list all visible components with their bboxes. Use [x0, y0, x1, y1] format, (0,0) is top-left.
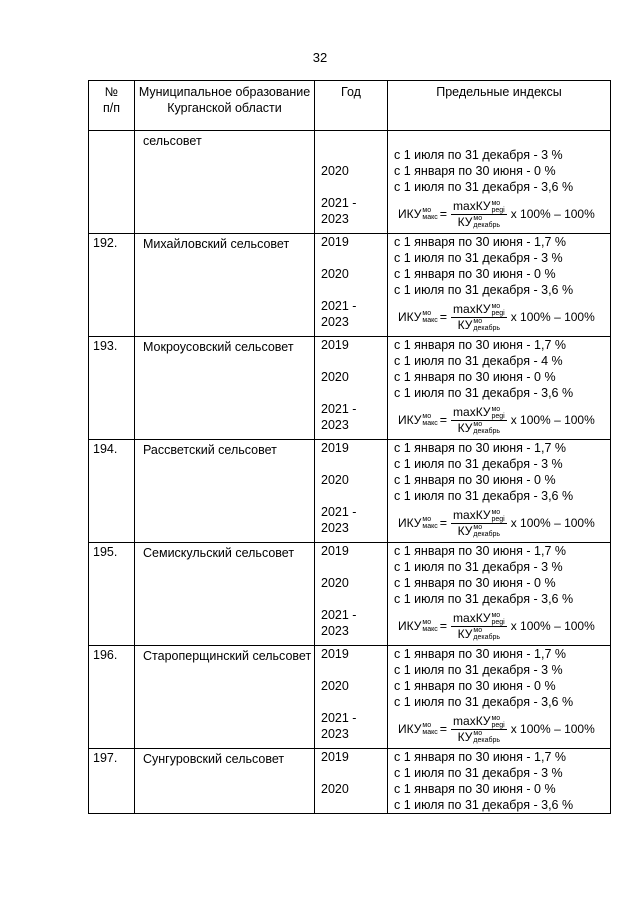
index-line: с 1 июля по 31 декабря - 3,6 %: [394, 592, 574, 606]
indices-table: [88, 80, 611, 814]
row-number: 193.: [89, 337, 135, 440]
index-line: с 1 июля по 31 декабря - 3,6 %: [394, 283, 574, 297]
year-2019: 2019: [321, 338, 349, 352]
municipality-name: Рассветский сельсовет: [135, 440, 315, 543]
formula-rhs: x 100% – 100%: [510, 207, 595, 221]
formula-fraction: maxКУ мо pegi КУ мо декабрь: [453, 507, 505, 539]
formula-fraction: maxКУ мо pegi КУ мо декабрь: [453, 713, 505, 745]
formula-rhs: x 100% – 100%: [510, 619, 595, 633]
index-line: [394, 131, 610, 147]
row-number: 192.: [89, 234, 135, 337]
year-2020: 2020: [321, 370, 349, 384]
indices-cell: [388, 440, 611, 543]
year-cell: [315, 234, 388, 337]
year-range: 2021 - 2023: [321, 402, 357, 432]
indices-cell: [388, 646, 611, 749]
index-line: с 1 июля по 31 декабря - 3,6 %: [394, 489, 574, 503]
formula-equals: =: [439, 207, 448, 221]
index-formula: [398, 401, 610, 439]
year-2020: 2020: [321, 782, 349, 796]
index-line: с 1 января по 30 июня - 1,7 %: [394, 338, 566, 352]
formula-equals: =: [439, 619, 448, 633]
year-range: 2021 - 2023: [321, 505, 357, 535]
municipality-name: Михайловский сельсовет: [135, 234, 315, 337]
table-row: [89, 646, 611, 749]
index-line: с 1 января по 30 июня - 0 %: [394, 576, 556, 590]
year-cell: [315, 749, 388, 814]
formula-fraction: maxКУ мо pegi КУ мо декабрь: [453, 198, 505, 230]
formula-equals: =: [439, 413, 448, 427]
header-year: Год: [315, 81, 388, 131]
year-range: 2021 - 2023: [321, 299, 357, 329]
municipality-name: Семискульский сельсовет: [135, 543, 315, 646]
index-formula: [398, 298, 610, 336]
table-row: [89, 131, 611, 234]
indices-cell: [388, 131, 611, 234]
formula-fraction: maxКУ мо pegi КУ мо декабрь: [453, 301, 505, 333]
index-line: с 1 января по 30 июня - 1,7 %: [394, 441, 566, 455]
formula-lhs: ИКУ мо макс: [398, 618, 438, 634]
table-header-row: [89, 81, 611, 131]
year-2019: 2019: [321, 441, 349, 455]
formula-lhs: ИКУ мо макс: [398, 721, 438, 737]
table-row: [89, 337, 611, 440]
year-cell: [315, 131, 388, 234]
municipality-name: Сунгуровский сельсовет: [135, 749, 315, 814]
municipality-name: сельсовет: [135, 131, 315, 234]
index-line: с 1 июля по 31 декабря - 3 %: [394, 663, 563, 677]
indices-cell: [388, 337, 611, 440]
formula-rhs: x 100% – 100%: [510, 310, 595, 324]
formula-equals: =: [439, 516, 448, 530]
index-line: с 1 января по 30 июня - 0 %: [394, 782, 556, 796]
year-2019: 2019: [321, 235, 349, 249]
index-line: с 1 июля по 31 декабря - 3,6 %: [394, 386, 574, 400]
index-line: с 1 января по 30 июня - 1,7 %: [394, 544, 566, 558]
header-indices: Предельные индексы: [388, 81, 611, 131]
formula-fraction: maxКУ мо pegi КУ мо декабрь: [453, 404, 505, 436]
row-number: 195.: [89, 543, 135, 646]
index-formula: [398, 607, 610, 645]
municipality-name: Мокроусовский сельсовет: [135, 337, 315, 440]
year-2019: [321, 131, 387, 163]
year-range: 2021 - 2023: [321, 711, 357, 741]
table-row: [89, 749, 611, 814]
index-formula: [398, 195, 610, 233]
formula-equals: =: [439, 722, 448, 736]
table-row: [89, 440, 611, 543]
index-line: с 1 июля по 31 декабря - 3,6 %: [394, 695, 574, 709]
index-line: с 1 июля по 31 декабря - 3 %: [394, 148, 563, 162]
table-row: [89, 234, 611, 337]
index-line: с 1 июля по 31 декабря - 3 %: [394, 766, 563, 780]
row-number: 196.: [89, 646, 135, 749]
indices-cell: [388, 543, 611, 646]
year-2020: 2020: [321, 576, 349, 590]
year-cell: [315, 337, 388, 440]
index-line: с 1 января по 30 июня - 0 %: [394, 370, 556, 384]
year-2020: 2020: [321, 164, 349, 178]
row-number: 197.: [89, 749, 135, 814]
header-num: № п/п: [89, 81, 135, 131]
indices-cell: [388, 749, 611, 814]
index-line: с 1 января по 30 июня - 0 %: [394, 473, 556, 487]
year-2019: 2019: [321, 544, 349, 558]
municipality-name: Староперщинский сельсовет: [135, 646, 315, 749]
index-line: с 1 июля по 31 декабря - 3 %: [394, 560, 563, 574]
index-line: с 1 июля по 31 декабря - 3 %: [394, 251, 563, 265]
index-line: с 1 января по 30 июня - 1,7 %: [394, 750, 566, 764]
year-cell: [315, 543, 388, 646]
page-number: 32: [312, 50, 328, 65]
year-2020: 2020: [321, 679, 349, 693]
year-cell: [315, 646, 388, 749]
index-line: с 1 июля по 31 декабря - 4 %: [394, 354, 563, 368]
row-number: [89, 131, 135, 234]
formula-rhs: x 100% – 100%: [510, 413, 595, 427]
formula-lhs: ИКУ мо макс: [398, 515, 438, 531]
formula-rhs: x 100% – 100%: [510, 516, 595, 530]
index-line: с 1 января по 30 июня - 1,7 %: [394, 235, 566, 249]
formula-rhs: x 100% – 100%: [510, 722, 595, 736]
header-municipality: Муниципальное образование Курганской области: [135, 81, 315, 131]
indices-cell: [388, 234, 611, 337]
index-line: с 1 июля по 31 декабря - 3 %: [394, 457, 563, 471]
year-cell: [315, 440, 388, 543]
formula-lhs: ИКУ мо макс: [398, 206, 438, 222]
formula-fraction: maxКУ мо pegi КУ мо декабрь: [453, 610, 505, 642]
index-formula: [398, 504, 610, 542]
year-range: 2021 - 2023: [321, 196, 357, 226]
year-range: 2021 - 2023: [321, 608, 357, 638]
year-2019: 2019: [321, 647, 349, 661]
year-2019: 2019: [321, 750, 349, 764]
table-row: [89, 543, 611, 646]
index-line: с 1 января по 30 июня - 0 %: [394, 267, 556, 281]
formula-equals: =: [439, 310, 448, 324]
index-line: с 1 января по 30 июня - 0 %: [394, 679, 556, 693]
year-2020: 2020: [321, 473, 349, 487]
index-line: с 1 июля по 31 декабря - 3,6 %: [394, 180, 574, 194]
index-formula: [398, 710, 610, 748]
formula-lhs: ИКУ мо макс: [398, 412, 438, 428]
index-line: с 1 января по 30 июня - 1,7 %: [394, 647, 566, 661]
year-2020: 2020: [321, 267, 349, 281]
index-line: с 1 июля по 31 декабря - 3,6 %: [394, 798, 574, 812]
formula-lhs: ИКУ мо макс: [398, 309, 438, 325]
row-number: 194.: [89, 440, 135, 543]
index-line: с 1 января по 30 июня - 0 %: [394, 164, 556, 178]
